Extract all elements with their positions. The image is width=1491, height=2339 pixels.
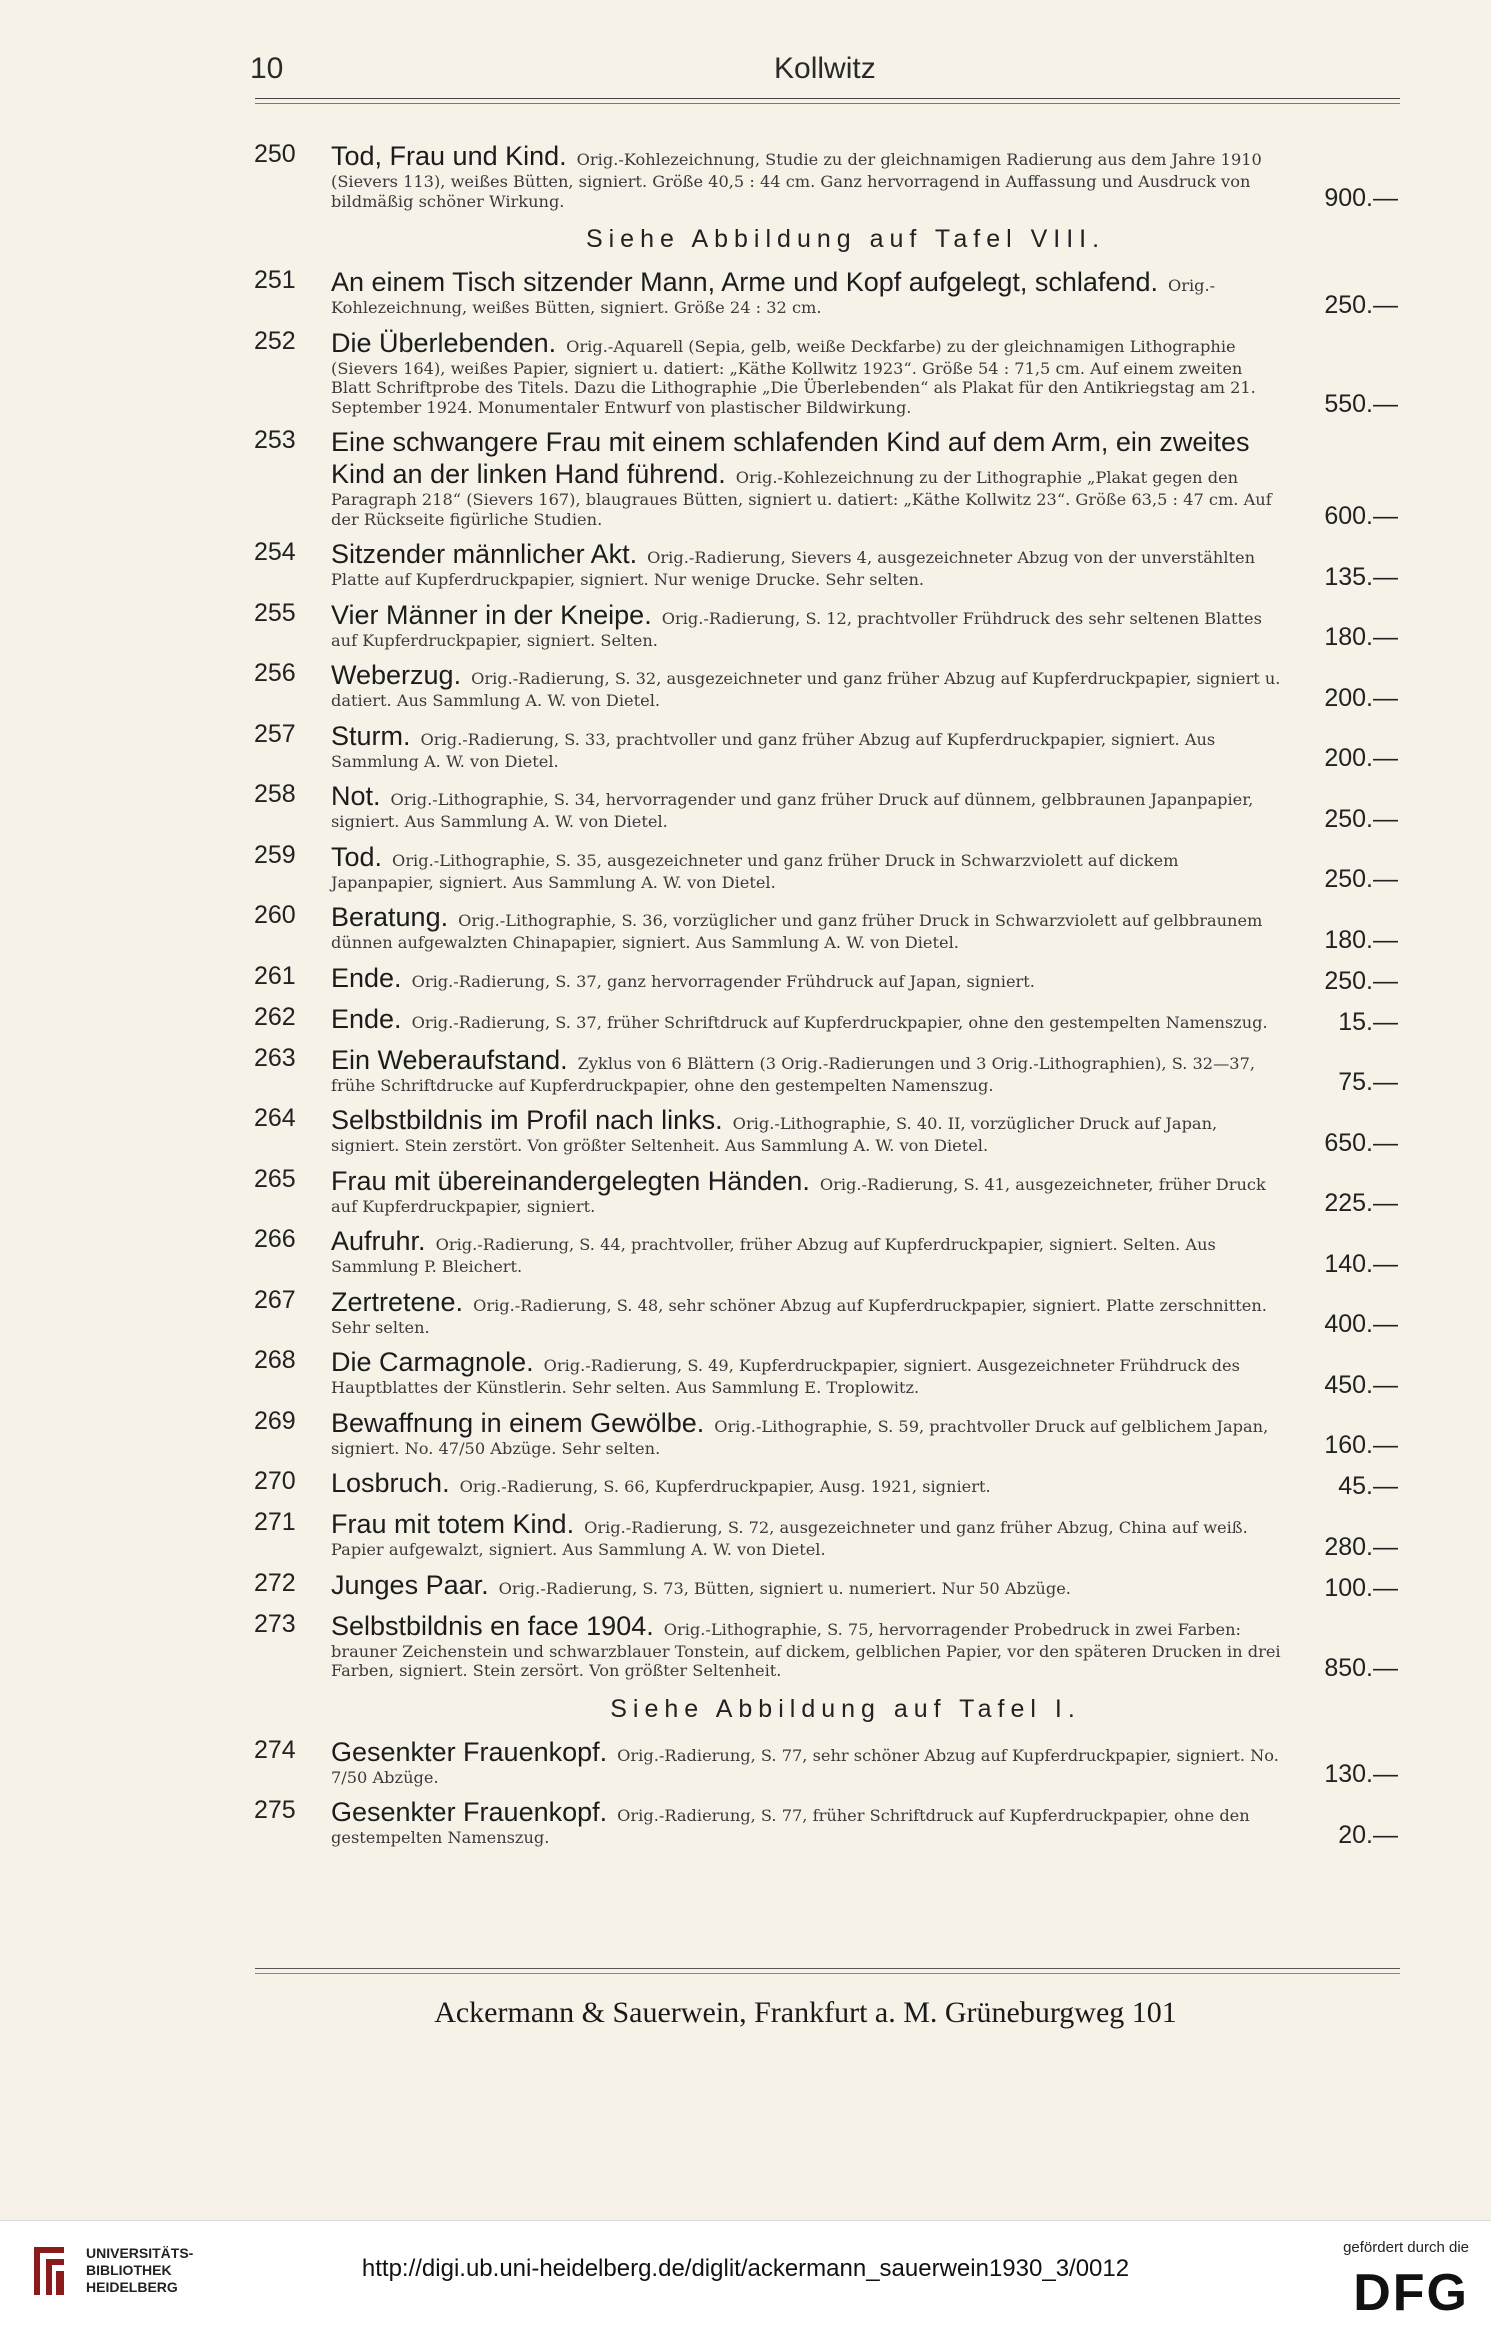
catalog-entry: [0, 1165, 1491, 1217]
catalog-entry: [0, 1610, 1491, 1681]
lot-price: 200.—: [1324, 744, 1398, 772]
lot-number: 262: [254, 1002, 296, 1031]
artwork-title: Weberzug.: [331, 660, 462, 690]
catalog-entry: [0, 1104, 1491, 1156]
lot-number: 260: [254, 901, 296, 929]
artwork-description: Orig.-Lithographie, S. 35, ausgezeichneter und ganz früher Druck in Schwarzviolett auf dickem Japanpapier, signiert. Aus Sammlung A. W. von Dietel.: [331, 850, 1179, 892]
lot-price: 450.—: [1324, 1370, 1398, 1399]
catalog-entry: [0, 962, 1491, 994]
lot-number: 265: [254, 1164, 296, 1193]
entry-body: [331, 1003, 1286, 1035]
catalog-entry: [0, 1003, 1491, 1035]
entry-body: [331, 1610, 1286, 1681]
artwork-description: Orig.-Radierung, S. 77, früher Schriftdruck auf Kupferdruckpapier, ohne den gestempelten Namenszug.: [331, 1806, 1250, 1847]
funded-by-label: gefördert durch die: [1343, 2239, 1469, 2256]
artwork-description: Orig.-Radierung, S. 33, prachtvoller und ganz früher Abzug auf Kupferdruckpapier, signiert. Aus Sammlung A. W. von Dietel.: [331, 729, 1216, 771]
entry-body: [331, 1104, 1286, 1156]
lot-number: 251: [254, 266, 296, 294]
catalog-entry: [0, 1736, 1491, 1788]
artwork-title: Gesenkter Frauenkopf.: [331, 1797, 608, 1827]
lot-price: 250.—: [1324, 290, 1398, 319]
catalog-entry: [0, 426, 1491, 529]
artwork-description: Orig.-Kohlezeichnung zu der Lithographie „Plakat gegen den Paragraph 218“ (Sievers 167), blaugraues Bütten, signiert u. datiert: „Käthe Kollwitz 23“. Größe 63,5 : 47 cm. Auf der Rückseite figürliche Studien.: [331, 468, 1272, 529]
lot-price: 180.—: [1324, 623, 1398, 651]
artwork-title: Selbstbildnis en face 1904.: [331, 1610, 654, 1641]
artwork-title: Sitzender männlicher Akt.: [331, 539, 638, 569]
artwork-title: Frau mit übereinandergelegten Händen.: [331, 1165, 810, 1196]
entry-body: [331, 327, 1286, 418]
lot-price: 250.—: [1324, 865, 1398, 893]
lot-price: 130.—: [1324, 1760, 1398, 1788]
artwork-title: Beratung.: [331, 902, 449, 932]
artwork-description: Orig.-Radierung, S. 37, ganz hervorragender Frühdruck auf Japan, signiert.: [411, 971, 1035, 991]
publisher-line: Ackermann & Sauerwein, Frankfurt a. M. Grüneburgweg 101: [434, 1996, 1177, 2029]
lot-price: 650.—: [1324, 1128, 1398, 1157]
catalog-entry: [0, 327, 1491, 418]
lot-number: 266: [254, 1225, 296, 1253]
entry-body: [331, 266, 1286, 318]
catalog-entry: [0, 1225, 1491, 1277]
catalog-entry: [0, 538, 1491, 590]
catalog-entry: [0, 1796, 1491, 1848]
lot-price: 75.—: [1338, 1068, 1398, 1096]
dfg-logo: DFG: [1353, 2264, 1469, 2322]
artwork-description: Orig.-Lithographie, S. 36, vorzüglicher und ganz früher Druck in Schwarzviolett auf gelbbraunem dünnen aufgewalzten Chinapapier, signiert. Aus Sammlung A. W. von Dietel.: [331, 911, 1263, 952]
entry-body: [331, 962, 1286, 994]
entry-body: [331, 1467, 1286, 1499]
lot-number: 252: [254, 326, 296, 355]
plate-reference: Siehe Abbildung auf Tafel I.: [610, 1694, 1081, 1723]
header-rule: [255, 98, 1400, 99]
entry-body: [331, 1736, 1286, 1788]
lot-number: 258: [254, 780, 296, 808]
lot-number: 269: [254, 1406, 296, 1435]
lot-number: 272: [254, 1568, 296, 1597]
entry-body: [331, 659, 1286, 711]
lot-price: 140.—: [1324, 1249, 1398, 1278]
footer-rule: [255, 1968, 1400, 1969]
artwork-title: Sturm.: [331, 720, 411, 751]
artwork-title: Tod, Frau und Kind.: [331, 141, 567, 171]
artwork-title: Die Überlebenden.: [331, 327, 557, 358]
artwork-title: Ende.: [331, 1003, 402, 1034]
entry-body: [331, 901, 1286, 953]
lot-number: 273: [254, 1609, 296, 1638]
artwork-description: Orig.-Radierung, S. 66, Kupferdruckpapier, Ausg. 1921, signiert.: [459, 1477, 991, 1496]
artwork-description: Orig.-Kohlezeichnung, weißes Bütten, signiert. Größe 24 : 32 cm.: [331, 276, 1216, 317]
entry-body: [331, 1286, 1286, 1338]
catalog-entry: [0, 1407, 1491, 1459]
artwork-title: Bewaffnung in einem Gewölbe.: [331, 1407, 705, 1438]
artwork-description: Orig.-Radierung, S. 77, sehr schöner Abzug auf Kupferdruckpapier, signiert. No. 7/50 Abzüge.: [331, 1745, 1279, 1787]
lot-price: 225.—: [1324, 1189, 1398, 1217]
viewer-footer-bar: [0, 2220, 1491, 2339]
lot-price: 200.—: [1324, 683, 1398, 712]
footer-rule-secondary: [255, 1973, 1400, 1974]
entry-body: [331, 140, 1286, 211]
catalog-entry: [0, 841, 1491, 893]
header-rule-secondary: [255, 103, 1400, 104]
artwork-description: Orig.-Radierung, S. 73, Bütten, signiert u. numeriert. Nur 50 Abzüge.: [498, 1578, 1071, 1598]
lot-number: 254: [254, 538, 296, 566]
artwork-title: Not.: [331, 781, 381, 811]
lot-price: 15.—: [1338, 1007, 1398, 1036]
artwork-description: Orig.-Radierung, S. 12, prachtvoller Frühdruck des sehr seltenen Blattes auf Kupferdruckpapier, signiert. Selten.: [331, 608, 1262, 650]
catalog-entries: [0, 140, 1491, 1857]
artwork-title: Die Carmagnole.: [331, 1347, 534, 1377]
entry-body: [331, 780, 1286, 832]
lot-price: 400.—: [1324, 1310, 1398, 1338]
lot-number: 268: [254, 1346, 296, 1374]
artwork-description: Zyklus von 6 Blättern (3 Orig.-Radierungen und 3 Orig.-Lithographien), S. 32—37, frühe Schriftdrucke auf Kupferdruckpapier, ohne den gestempelten Namenszug.: [331, 1053, 1256, 1095]
lot-number: 270: [254, 1467, 296, 1495]
artwork-description: Orig.-Radierung, S. 32, ausgezeichneter und ganz früher Abzug auf Kupferdruckpapier, signiert u. datiert. Aus Sammlung A. W. von Dietel.: [331, 669, 1281, 710]
artwork-description: Orig.-Lithographie, S. 34, hervorragender und ganz früher Druck auf dünnem, gelbbraunen Japanpapier, signiert. Aus Sammlung A. W. von Dietel.: [331, 790, 1254, 831]
lot-price: 180.—: [1324, 925, 1398, 954]
entry-body: [331, 538, 1286, 590]
catalog-entry: [0, 780, 1491, 832]
catalog-entry: [0, 659, 1491, 711]
lot-price: 135.—: [1324, 562, 1398, 591]
lot-number: 274: [254, 1735, 296, 1764]
artwork-title: Vier Männer in der Kneipe.: [331, 599, 652, 630]
artwork-description: Orig.-Kohlezeichnung, Studie zu der gleichnamigen Radierung aus dem Jahre 1910 (Sievers 113), weißes Bütten, signiert. Größe 40,5 : 44 cm. Ganz hervorragend in Auffassung und Ausdruck von bildmäßig schöner Wirkung.: [331, 150, 1262, 211]
catalog-entry: [0, 720, 1491, 772]
lot-price: 280.—: [1324, 1532, 1398, 1561]
lot-price: 550.—: [1324, 390, 1398, 418]
artwork-description: Orig.-Radierung, S. 49, Kupferdruckpapier, signiert. Ausgezeichneter Frühdruck des Hauptblattes der Künstlerin. Sehr selten. Aus Sammlung E. Troplowitz.: [331, 1356, 1240, 1397]
entry-body: [331, 1044, 1286, 1096]
artwork-title: Aufruhr.: [331, 1226, 426, 1256]
artwork-description: Orig.-Radierung, S. 44, prachtvoller, früher Abzug auf Kupferdruckpapier, signiert. Selten. Aus Sammlung P. Bleichert.: [331, 1235, 1216, 1276]
artwork-title: Ende.: [331, 962, 402, 993]
lot-number: 256: [254, 659, 296, 687]
lot-number: 255: [254, 598, 296, 627]
artwork-description: Orig.-Lithographie, S. 75, hervorragender Probedruck in zwei Farben: brauner Zeichenstein und schwarzblauer Tonstein, auf dickem, gelblichen Papier, vor den späteren Drucken in drei Farben, signiert. Stein zersört. Von größter Seltenheit.: [331, 1619, 1281, 1680]
catalog-entry: [0, 266, 1491, 318]
entry-body: [331, 1569, 1286, 1601]
catalog-entry: [0, 1467, 1491, 1499]
artwork-title: Eine schwangere Frau mit einem schlafenden Kind auf dem Arm, ein zweites Kind an der linken Hand führend.: [331, 427, 1250, 489]
entry-body: [331, 1346, 1286, 1398]
lot-price: 900.—: [1324, 184, 1398, 212]
lot-price: 20.—: [1338, 1820, 1398, 1849]
artwork-title: Gesenkter Frauenkopf.: [331, 1736, 608, 1767]
artwork-title: An einem Tisch sitzender Mann, Arme und Kopf aufgelegt, schlafend.: [331, 267, 1158, 297]
artwork-title: Tod.: [331, 841, 383, 872]
lot-price: 45.—: [1338, 1472, 1398, 1500]
catalog-entry: [0, 1508, 1491, 1560]
artwork-title: Ein Weberaufstand.: [331, 1044, 568, 1075]
lot-number: 253: [254, 426, 296, 454]
library-name: UNIVERSITÄTS- BIBLIOTHEK HEIDELBERG: [86, 2245, 194, 2295]
lot-price: 850.—: [1324, 1653, 1398, 1682]
catalog-entry: [0, 1346, 1491, 1398]
artwork-description: Orig.-Lithographie, S. 59, prachtvoller Druck auf gelblichem Japan, signiert. No. 47/50 Abzüge. Sehr selten.: [331, 1416, 1269, 1458]
lot-number: 264: [254, 1104, 296, 1132]
lot-price: 250.—: [1324, 804, 1398, 833]
entry-body: [331, 1165, 1286, 1217]
lot-number: 259: [254, 840, 296, 869]
artwork-description: Orig.-Radierung, S. 37, früher Schriftdruck auf Kupferdruckpapier, ohne den gestempelten Namenszug.: [411, 1012, 1268, 1032]
lot-price: 160.—: [1324, 1431, 1398, 1459]
artwork-description: Orig.-Radierung, S. 41, ausgezeichneter, früher Druck auf Kupferdruckpapier, signiert.: [331, 1174, 1266, 1216]
lot-number: 267: [254, 1285, 296, 1314]
lot-price: 250.—: [1324, 966, 1398, 995]
catalog-entry: [0, 1569, 1491, 1601]
artwork-description: Orig.-Radierung, Sievers 4, ausgezeichneter Abzug von der unverstählten Platte auf Kupferdruckpapier, signiert. Nur wenige Drucke. Sehr selten.: [331, 548, 1256, 589]
plate-reference: Siehe Abbildung auf Tafel VIII.: [585, 225, 1106, 253]
lot-number: 261: [254, 961, 296, 990]
artwork-title: Zertretene.: [331, 1286, 464, 1317]
artwork-description: Orig.-Radierung, S. 48, sehr schöner Abzug auf Kupferdruckpapier, signiert. Platte zerschnitten. Sehr selten.: [331, 1295, 1267, 1337]
entry-body: [331, 1407, 1286, 1459]
entry-body: [331, 426, 1286, 529]
catalog-entry: [0, 140, 1491, 211]
lot-number: 275: [254, 1796, 296, 1824]
entry-body: [331, 1796, 1286, 1848]
artwork-description: Orig.-Radierung, S. 72, ausgezeichneter und ganz früher Abzug, China auf weiß. Papier aufgewalzt, signiert. Aus Sammlung A. W. von Dietel.: [331, 1518, 1248, 1559]
catalog-entry: [0, 1286, 1491, 1338]
artwork-title: Junges Paar.: [331, 1569, 489, 1600]
lot-price: 600.—: [1324, 502, 1398, 530]
lot-number: 271: [254, 1508, 296, 1536]
catalog-entry: [0, 599, 1491, 651]
permalink-url[interactable]: http://digi.ub.uni-heidelberg.de/diglit/ackermann_sauerwein1930_3/0012: [361, 2255, 1130, 2282]
page-title: Kollwitz: [774, 52, 876, 85]
artwork-title: Selbstbildnis im Profil nach links.: [331, 1105, 723, 1135]
artwork-title: Losbruch.: [331, 1468, 450, 1498]
page-number: 10: [250, 52, 284, 85]
entry-body: [331, 720, 1286, 772]
lot-number: 257: [254, 719, 296, 748]
lot-number: 250: [254, 140, 296, 168]
entry-body: [331, 1508, 1286, 1560]
artwork-title: Frau mit totem Kind.: [331, 1509, 575, 1539]
entry-body: [331, 599, 1286, 651]
catalog-entry: [0, 1044, 1491, 1096]
catalog-entry: [0, 901, 1491, 953]
artwork-description: Orig.-Aquarell (Sepia, gelb, weiße Deckfarbe) zu der gleichnamigen Lithographie (Sievers 164), weißes Papier, signiert u. datiert: „Käthe Kollwitz 1923“. Größe 54 : 71,5 cm. Auf einem zweiten Blatt Schriftprobe des Titels. Dazu die Lithographie „Die Überlebenden“ als Plakat für den Antikriegstag am 21. September 1924. Monumentaler Entwurf von plastischer Bildwirkung.: [331, 336, 1256, 417]
lot-price: 100.—: [1324, 1573, 1398, 1602]
entry-body: [331, 841, 1286, 893]
entry-body: [331, 1225, 1286, 1277]
artwork-description: Orig.-Lithographie, S. 40. II, vorzüglicher Druck auf Japan, signiert. Stein zerstört. Von größter Seltenheit. Aus Sammlung A. W. von Dietel.: [331, 1114, 1218, 1155]
lot-number: 263: [254, 1043, 296, 1072]
